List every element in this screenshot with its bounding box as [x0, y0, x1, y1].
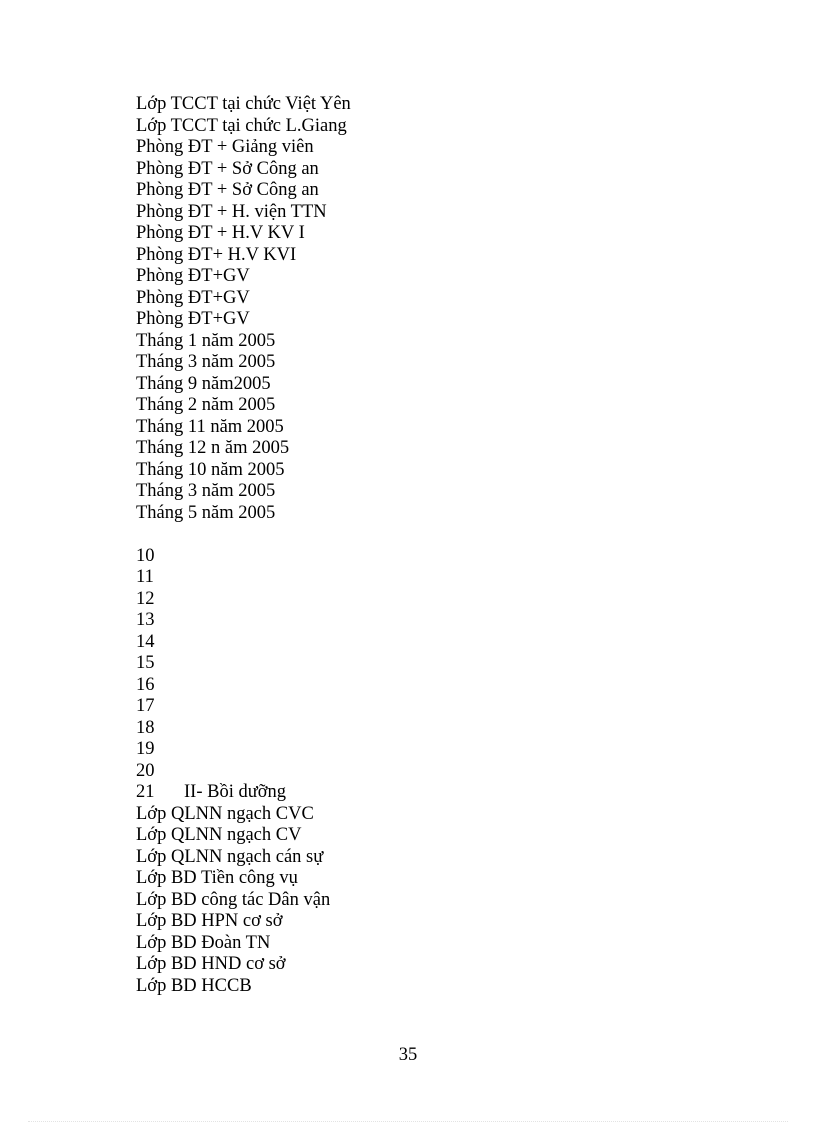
- section-heading-row: [136, 782, 696, 804]
- number-line: 16: [136, 674, 155, 695]
- text-line: Phòng ĐT+ H.V KVI: [136, 244, 297, 265]
- text-line: Phòng ĐT + Sở Công an: [136, 158, 319, 179]
- text-line: Lớp BD công tác Dân vận: [136, 889, 331, 910]
- text-line: Tháng 5 năm 2005: [136, 502, 276, 523]
- text-line: Lớp BD HPN cơ sở: [136, 911, 283, 931]
- number-line: 13: [136, 610, 155, 630]
- text-line: Tháng 10 năm 2005: [136, 459, 285, 480]
- text-line: Tháng 3 năm 2005: [136, 352, 276, 372]
- number-line: 20: [136, 760, 155, 781]
- blank-line: [136, 524, 696, 546]
- page-bottom-divider: [28, 1121, 788, 1122]
- text-line: Lớp BD Đoàn TN: [136, 932, 271, 953]
- number-line: 11: [136, 567, 154, 587]
- text-body: [136, 94, 696, 997]
- number-line: 19: [136, 739, 155, 759]
- text-line: Lớp QLNN ngạch CV: [136, 825, 302, 845]
- number-line: 18: [136, 717, 155, 738]
- number-line: 10: [136, 545, 155, 566]
- text-line: Lớp QLNN ngạch cán sự: [136, 846, 324, 867]
- text-line: Phòng ĐT + H. viện TTN: [136, 201, 327, 222]
- text-line: Tháng 1 năm 2005: [136, 330, 276, 351]
- text-line: Lớp BD Tiền công vụ: [136, 868, 298, 888]
- number-line: 17: [136, 696, 155, 716]
- text-line: Phòng ĐT+GV: [136, 266, 250, 286]
- text-line: Lớp BD HCCB: [136, 975, 252, 996]
- text-line: Phòng ĐT + Sở Công an: [136, 180, 319, 200]
- number-line: 12: [136, 588, 155, 609]
- text-line: Phòng ĐT+GV: [136, 309, 250, 329]
- text-line: Lớp BD HND cơ sở: [136, 954, 286, 974]
- text-line: Phòng ĐT + Giảng viên: [136, 137, 314, 157]
- text-line: Phòng ĐT+GV: [136, 287, 250, 308]
- number-line: 14: [136, 631, 155, 652]
- text-line: Tháng 11 năm 2005: [136, 416, 284, 437]
- text-line: Tháng 3 năm 2005: [136, 481, 276, 501]
- text-line: Tháng 12 n ăm 2005: [136, 438, 290, 458]
- text-line: Phòng ĐT + H.V KV I: [136, 223, 305, 243]
- text-line: Tháng 2 năm 2005: [136, 395, 276, 415]
- text-line: Tháng 9 năm2005: [136, 373, 271, 394]
- page-number: 35: [398, 1045, 418, 1065]
- text-line: Lớp QLNN ngạch CVC: [136, 803, 314, 824]
- text-line: Lớp TCCT tại chức L.Giang: [136, 115, 347, 136]
- number-line: 15: [136, 653, 155, 673]
- section-heading: II- Bồi dưỡng: [184, 782, 287, 802]
- text-line: Lớp TCCT tại chức Việt Yên: [136, 94, 351, 114]
- heading-number: 21: [136, 782, 155, 802]
